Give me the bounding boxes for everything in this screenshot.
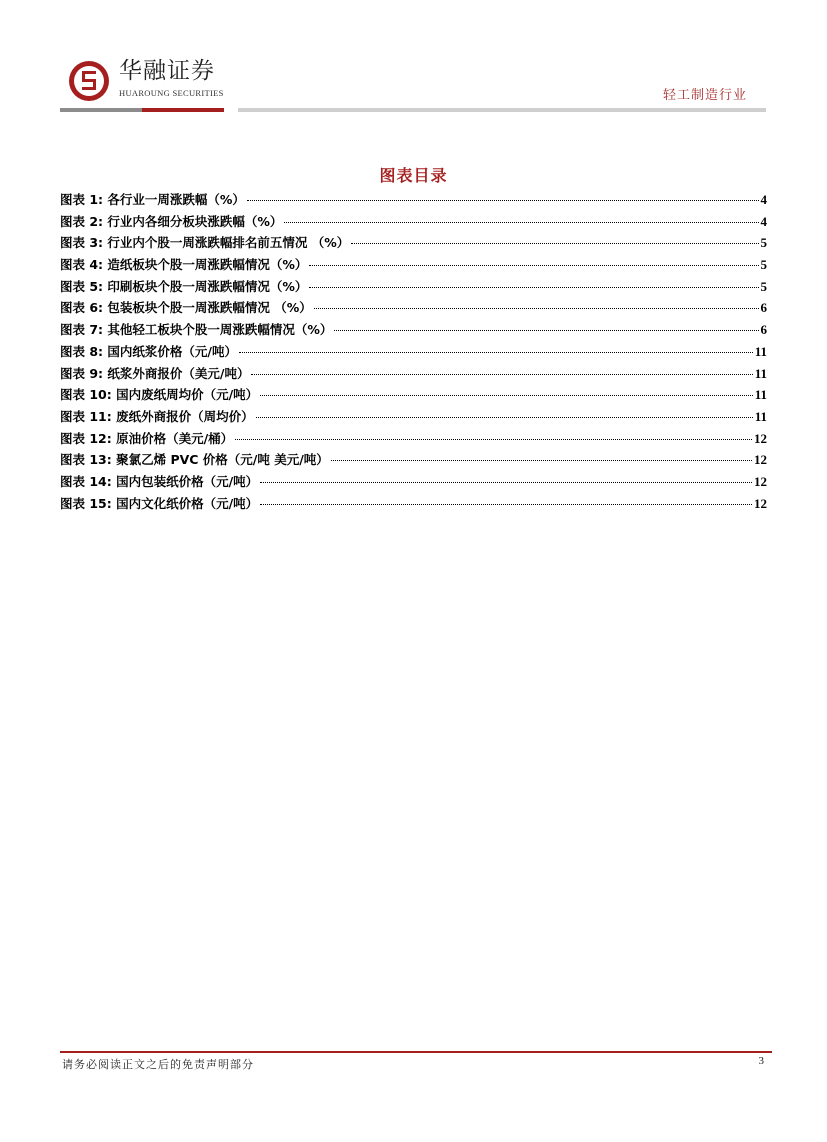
toc-entry-page: 6 [760, 322, 767, 338]
toc-entry-title: 图表 9: 纸浆外商报价（美元/吨） [60, 365, 250, 381]
footer-rule [60, 1051, 772, 1053]
toc-entry-page: 12 [754, 473, 767, 489]
industry-label: 轻工制造行业 [662, 88, 747, 103]
toc-entry-page: 11 [754, 387, 767, 403]
toc-entry-title: 图表 15: 国内文化纸价格（元/吨） [60, 495, 259, 511]
header-rule-red [142, 108, 224, 112]
toc-entry-title: 图表 6: 包装板块个股一周涨跌幅情况 （%） [60, 300, 312, 316]
toc-entry-page: 12 [754, 495, 767, 511]
toc-entry-title: 图表 5: 印刷板块个股一周涨跌幅情况（%） [60, 278, 308, 294]
toc-entry-title: 图表 11: 废纸外商报价（周均价） [60, 408, 254, 424]
toc-leader-dots [314, 308, 759, 309]
toc-leader-dots [260, 504, 752, 505]
toc-entry-page: 12 [754, 430, 767, 446]
toc-entry[interactable] [60, 190, 767, 212]
toc-entry-page: 4 [760, 192, 767, 207]
toc-leader-dots [334, 330, 758, 331]
toc-entry[interactable] [60, 255, 767, 277]
toc-entry[interactable] [60, 298, 767, 320]
toc-leader-dots [260, 395, 753, 396]
toc-entry[interactable] [60, 364, 767, 386]
toc-leader-dots [351, 243, 758, 244]
toc-entry-page: 5 [760, 235, 767, 251]
toc-leader-dots [284, 222, 758, 223]
header-rule-dark [60, 108, 142, 112]
toc-entry-title: 图表 3: 行业内个股一周涨跌幅排名前五情况 （%） [60, 235, 350, 251]
toc-title: 图表目录 [379, 166, 448, 185]
toc-entry[interactable] [60, 407, 767, 429]
toc-entry[interactable] [60, 277, 767, 299]
brand-name-cn: 华融证券 [119, 58, 215, 84]
toc-leader-dots [260, 482, 752, 483]
toc-entry-title: 图表 12: 原油价格（美元/桶） [60, 430, 234, 446]
toc-leader-dots [251, 374, 752, 375]
toc-entry-page: 11 [754, 408, 767, 424]
toc-entry-page: 4 [760, 213, 767, 229]
toc-entry[interactable] [60, 320, 767, 342]
toc-entry[interactable] [60, 212, 767, 234]
toc-entry[interactable] [60, 472, 767, 494]
toc-entry-title: 图表 1: 各行业一周涨跌幅（%） [60, 192, 245, 207]
toc-entry-title: 图表 4: 造纸板块个股一周涨跌幅情况（%） [60, 257, 308, 273]
toc-entry-page: 11 [754, 343, 767, 359]
footer-disclaimer: 请务必阅读正文之后的免责声明部分 [62, 1058, 254, 1071]
toc-entry-title: 图表 13: 聚氯乙烯 PVC 价格（元/吨 美元/吨） [60, 452, 329, 468]
toc-entry[interactable] [60, 385, 767, 407]
toc-leader-dots [256, 417, 753, 418]
toc-entry[interactable] [60, 450, 767, 472]
brand-name-en: HUAROUNG SECURITIES [119, 88, 224, 98]
toc-entry[interactable] [60, 494, 767, 516]
toc-leader-dots [309, 287, 758, 288]
toc-entry[interactable] [60, 342, 767, 364]
toc-list [60, 190, 767, 515]
toc-leader-dots [331, 460, 752, 461]
toc-entry-title: 图表 2: 行业内各细分板块涨跌幅（%） [60, 213, 283, 229]
toc-leader-dots [239, 352, 753, 353]
toc-entry-page: 5 [760, 257, 767, 273]
toc-leader-dots [309, 265, 758, 266]
toc-leader-dots [247, 200, 759, 201]
toc-entry-title: 图表 7: 其他轻工板块个股一周涨跌幅情况（%） [60, 322, 333, 338]
toc-entry-page: 11 [754, 365, 767, 381]
toc-entry-title: 图表 8: 国内纸浆价格（元/吨） [60, 343, 237, 359]
toc-entry-page: 5 [760, 278, 767, 294]
toc-entry[interactable] [60, 429, 767, 451]
toc-leader-dots [235, 439, 752, 440]
toc-entry[interactable] [60, 233, 767, 255]
toc-entry-page: 12 [754, 452, 767, 468]
toc-entry-page: 6 [760, 300, 767, 316]
huarong-logo-icon [68, 60, 110, 102]
page-number: 3 [758, 1055, 764, 1067]
toc-entry-title: 图表 14: 国内包装纸价格（元/吨） [60, 473, 259, 489]
toc-entry-title: 图表 10: 国内废纸周均价（元/吨） [60, 387, 259, 403]
header-rule-light [238, 108, 766, 112]
